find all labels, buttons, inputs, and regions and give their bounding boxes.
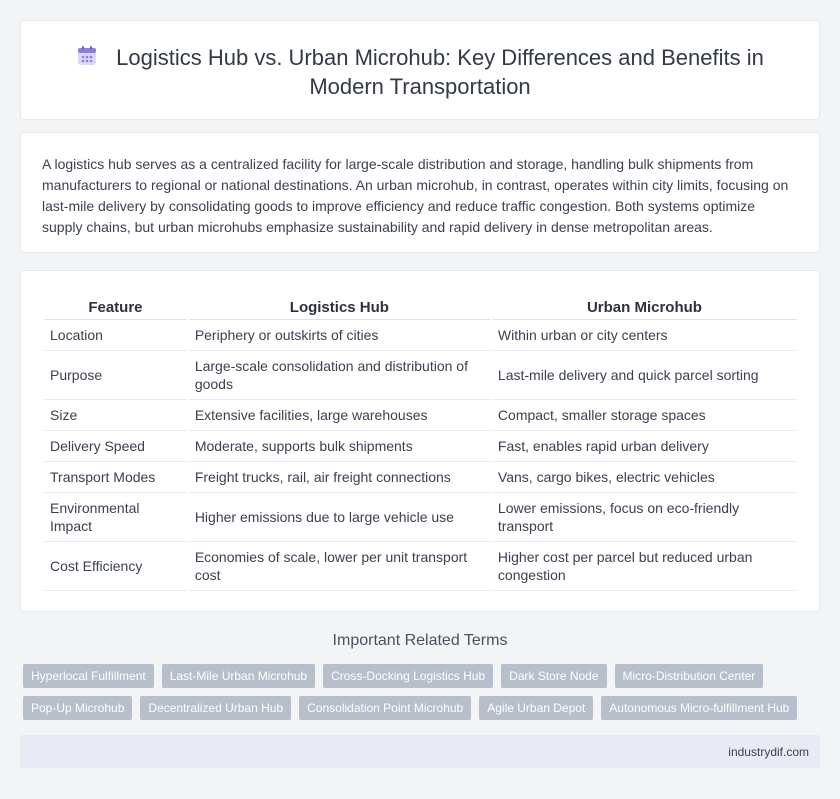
table-cell: Extensive facilities, large warehouses bbox=[189, 400, 490, 431]
related-tag[interactable]: Agile Urban Depot bbox=[479, 696, 593, 720]
table-row bbox=[44, 320, 797, 351]
related-terms-title: Important Related Terms bbox=[332, 632, 508, 649]
related-tag[interactable]: Consolidation Point Microhub bbox=[299, 696, 471, 720]
table-row bbox=[44, 351, 797, 400]
footer bbox=[20, 735, 820, 768]
related-tags-row-2 bbox=[23, 696, 797, 720]
related-tag[interactable]: Last-Mile Urban Microhub bbox=[162, 664, 315, 688]
table-row bbox=[44, 431, 797, 462]
table-cell: Delivery Speed bbox=[44, 431, 187, 462]
related-tag[interactable]: Autonomous Micro-fulfillment Hub bbox=[601, 696, 797, 720]
table-row bbox=[44, 400, 797, 431]
table-cell: Vans, cargo bikes, electric vehicles bbox=[492, 462, 797, 493]
header-logistics-hub: Logistics Hub bbox=[189, 295, 490, 320]
related-tag[interactable]: Cross-Docking Logistics Hub bbox=[323, 664, 493, 688]
table-cell: Compact, smaller storage spaces bbox=[492, 400, 797, 431]
header-feature: Feature bbox=[44, 295, 187, 320]
page-title bbox=[21, 43, 819, 101]
related-tag[interactable]: Dark Store Node bbox=[501, 664, 606, 688]
table-cell: Higher emissions due to large vehicle use bbox=[189, 493, 490, 542]
table-cell: Lower emissions, focus on eco-friendly transport bbox=[492, 493, 797, 542]
page-title-text: Logistics Hub vs. Urban Microhub: Key Differences and Benefits in Modern Transportation bbox=[116, 45, 764, 99]
table-header-row bbox=[44, 295, 797, 320]
table-cell: Economies of scale, lower per unit transport cost bbox=[189, 542, 490, 591]
header-urban-microhub: Urban Microhub bbox=[492, 295, 797, 320]
related-tag[interactable]: Pop-Up Microhub bbox=[23, 696, 132, 720]
related-tag[interactable]: Hyperlocal Fulfillment bbox=[23, 664, 154, 688]
table-row bbox=[44, 462, 797, 493]
related-tag[interactable]: Decentralized Urban Hub bbox=[140, 696, 291, 720]
table-cell: Freight trucks, rail, air freight connections bbox=[189, 462, 490, 493]
table-cell: Within urban or city centers bbox=[492, 320, 797, 351]
footer-site-link[interactable]: industrydif.com bbox=[728, 745, 809, 759]
comparison-card bbox=[20, 270, 820, 612]
table-cell: Size bbox=[44, 400, 187, 431]
table-row bbox=[44, 493, 797, 542]
table-cell: Moderate, supports bulk shipments bbox=[189, 431, 490, 462]
intro-paragraph: A logistics hub serves as a centralized facility for large-scale distribution and storage, handling bulk shipments from manufacturers to regional or national destinations. An urban microhub, in contrast, operates within city limits, focusing on last-mile delivery by consolidating goods to improve efficiency and reduce traffic congestion. Both systems optimize supply chains, but urban microhubs emphasize sustainability and rapid delivery in dense metropolitan areas. bbox=[42, 156, 789, 235]
table-cell: Transport Modes bbox=[44, 462, 187, 493]
table-cell: Periphery or outskirts of cities bbox=[189, 320, 490, 351]
table-cell: Environmental Impact bbox=[44, 493, 187, 542]
table-cell: Cost Efficiency bbox=[44, 542, 187, 591]
related-tags-row-1 bbox=[23, 664, 763, 688]
comparison-table bbox=[42, 295, 799, 591]
table-cell: Location bbox=[44, 320, 187, 351]
table-cell: Large-scale consolidation and distribution of goods bbox=[189, 351, 490, 400]
table-cell: Purpose bbox=[44, 351, 187, 400]
calendar-icon bbox=[76, 45, 98, 67]
table-cell: Last-mile delivery and quick parcel sorting bbox=[492, 351, 797, 400]
table-cell: Fast, enables rapid urban delivery bbox=[492, 431, 797, 462]
table-row bbox=[44, 542, 797, 591]
related-tag[interactable]: Micro-Distribution Center bbox=[615, 664, 764, 688]
table-cell: Higher cost per parcel but reduced urban congestion bbox=[492, 542, 797, 591]
intro-card bbox=[20, 132, 820, 253]
header-card bbox=[20, 20, 820, 120]
